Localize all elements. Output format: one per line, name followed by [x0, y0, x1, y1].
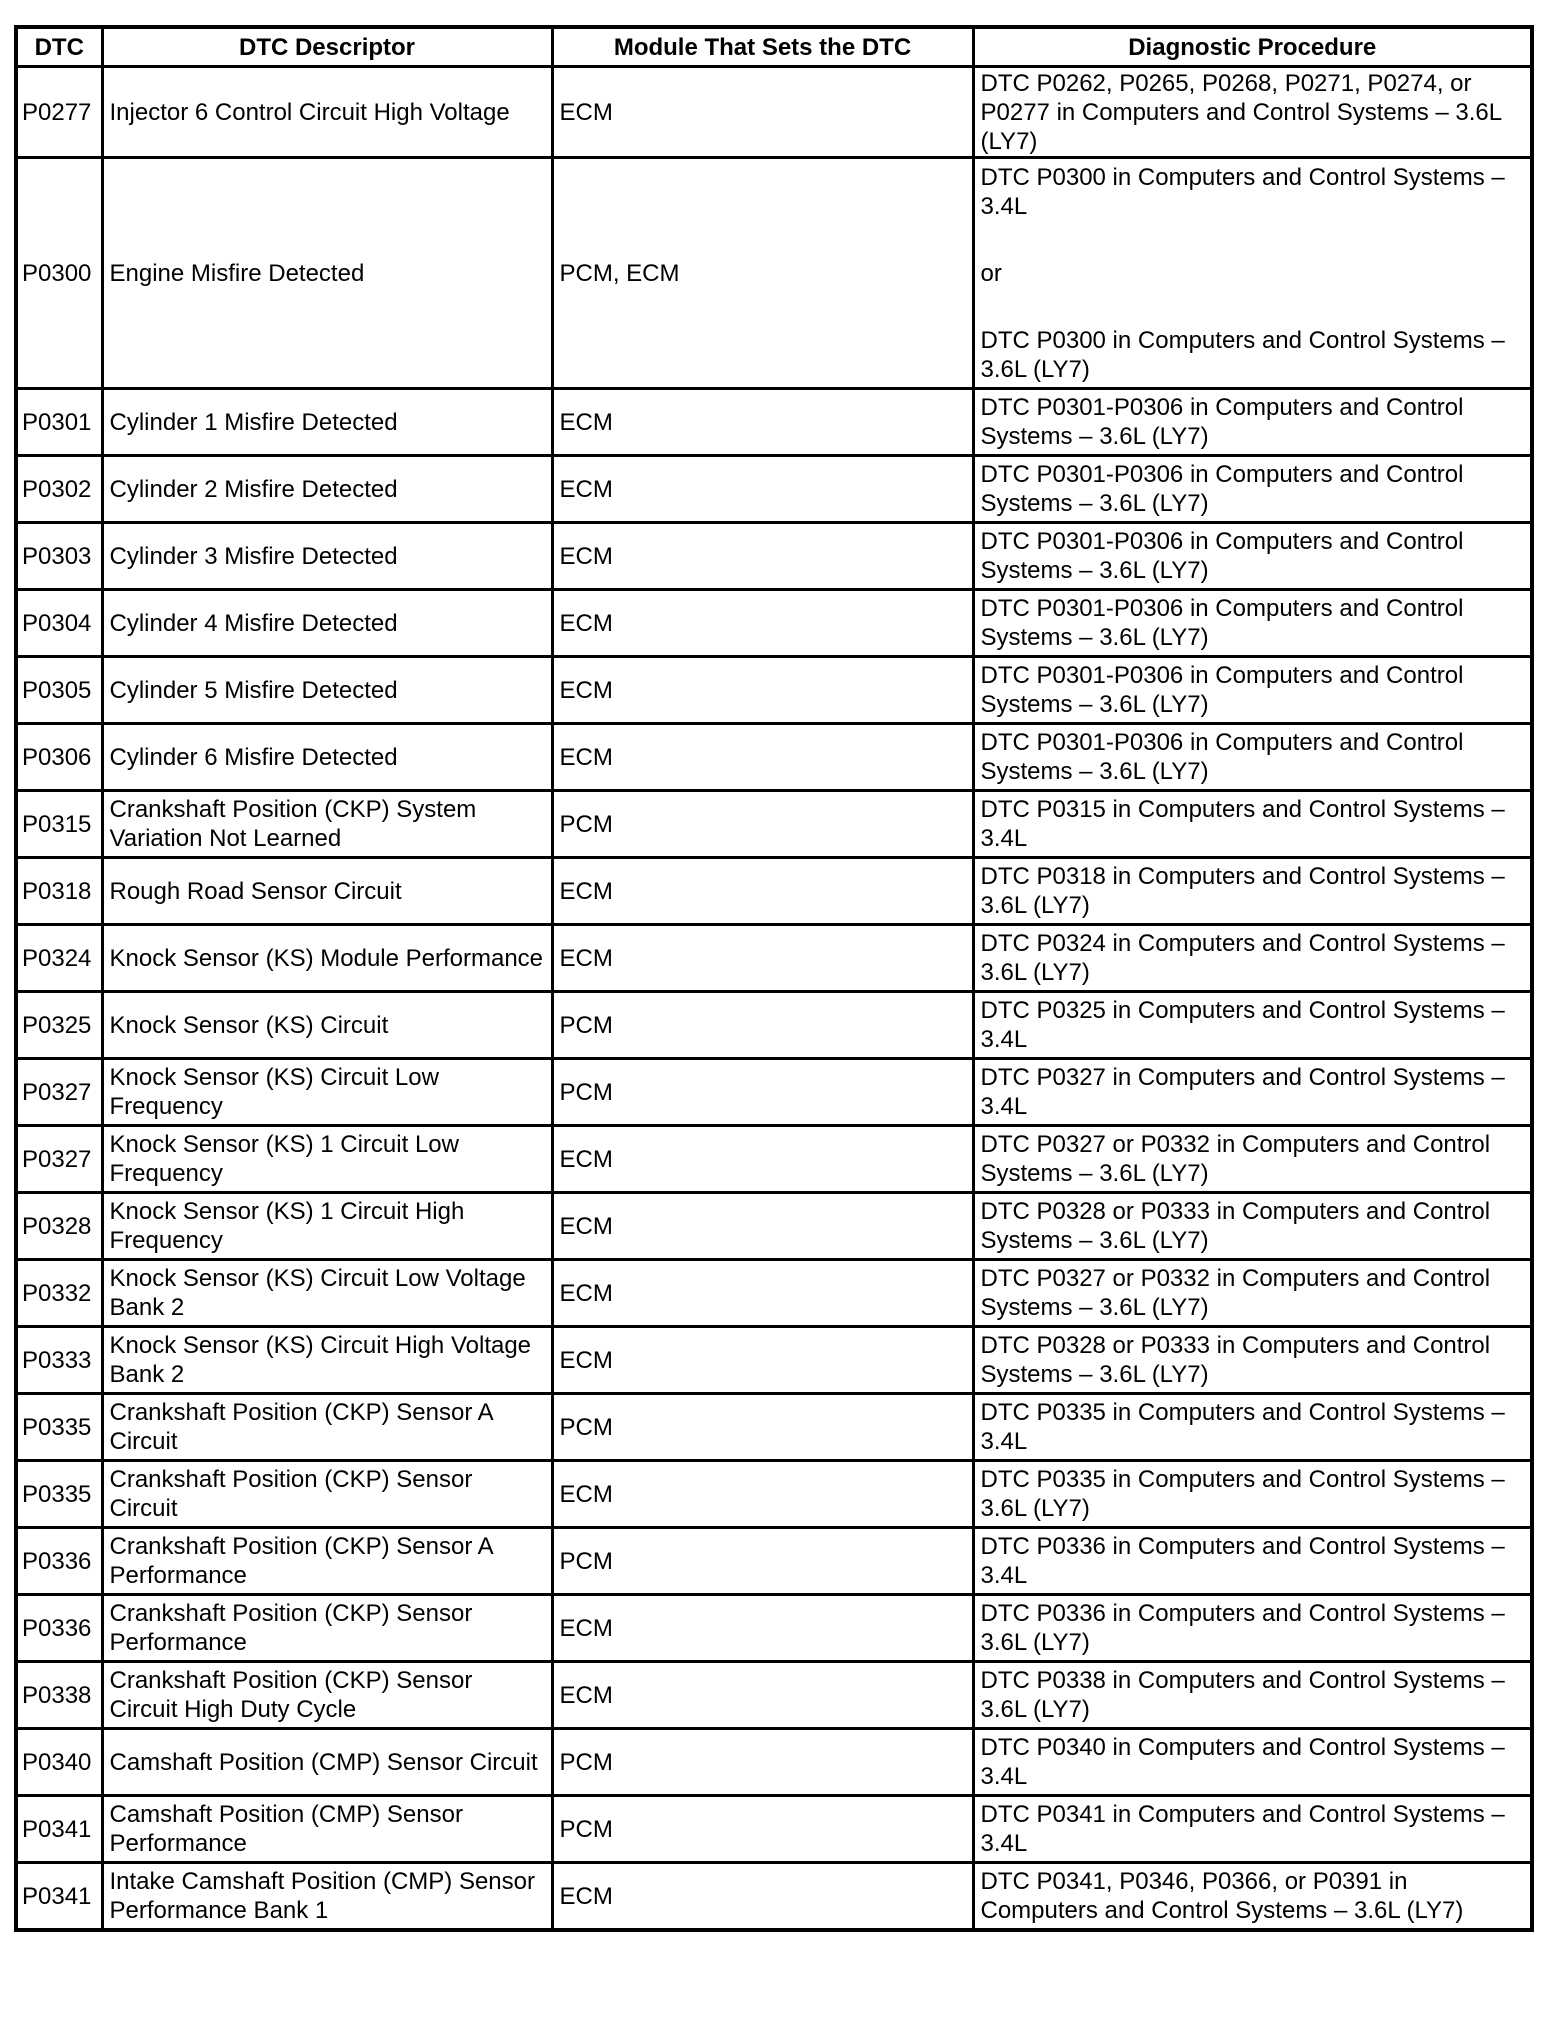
dtc-procedure-cell — [973, 925, 1532, 992]
dtc-module-cell: PCM — [552, 992, 973, 1059]
dtc-procedure-cell — [973, 1327, 1532, 1394]
dtc-procedure-cell — [973, 724, 1532, 791]
table-row — [16, 791, 1532, 858]
procedure-link-text: DTC P0327 in Computers and Control Systems – 3.4L — [980, 1064, 1505, 1120]
dtc-code-cell: P0300 — [16, 158, 102, 389]
dtc-procedure-cell — [973, 1863, 1532, 1931]
dtc-module-cell: ECM — [552, 590, 973, 657]
procedure-link-text: DTC P0301-P0306 in Computers and Control Systems – 3.6L (LY7) — [980, 595, 1464, 651]
dtc-procedure-cell — [973, 1796, 1532, 1863]
dtc-procedure-cell — [973, 158, 1532, 389]
procedure-link-text: DTC P0324 in Computers and Control Systems – 3.6L (LY7) — [980, 930, 1505, 986]
dtc-descriptor-cell: Knock Sensor (KS) Circuit Low Frequency — [102, 1059, 552, 1126]
procedure-link-text: DTC P0328 or P0333 in Computers and Control Systems – 3.6L (LY7) — [980, 1332, 1491, 1388]
table-row — [16, 523, 1532, 590]
procedure-link-text: DTC P0315 in Computers and Control Systems – 3.4L — [980, 796, 1505, 852]
procedure-link-text: DTC P0335 in Computers and Control Systems – 3.4L — [980, 1399, 1505, 1455]
dtc-code-cell: P0301 — [16, 389, 102, 456]
dtc-module-cell: PCM — [552, 791, 973, 858]
header-row — [16, 27, 1532, 67]
table-row — [16, 1796, 1532, 1863]
table-row — [16, 1260, 1532, 1327]
dtc-code-cell: P0340 — [16, 1729, 102, 1796]
procedure-link-text: DTC P0336 in Computers and Control Systems – 3.6L (LY7) — [980, 1600, 1505, 1656]
procedure-link-text: DTC P0301-P0306 in Computers and Control Systems – 3.6L (LY7) — [980, 528, 1464, 584]
dtc-procedure-cell — [973, 657, 1532, 724]
dtc-code-cell: P0318 — [16, 858, 102, 925]
procedure-link-text: DTC P0301-P0306 in Computers and Control Systems – 3.6L (LY7) — [980, 662, 1464, 718]
table-row — [16, 1327, 1532, 1394]
dtc-procedure-cell — [973, 1126, 1532, 1193]
dtc-descriptor-cell: Knock Sensor (KS) 1 Circuit Low Frequency — [102, 1126, 552, 1193]
dtc-procedure-cell — [973, 791, 1532, 858]
dtc-descriptor-cell: Knock Sensor (KS) Module Performance — [102, 925, 552, 992]
procedure-link-text: DTC P0301-P0306 in Computers and Control Systems – 3.6L (LY7) — [980, 729, 1464, 785]
header-procedure: Diagnostic Procedure — [973, 27, 1532, 67]
table-row — [16, 1662, 1532, 1729]
dtc-code-cell: P0341 — [16, 1796, 102, 1863]
dtc-module-cell: ECM — [552, 523, 973, 590]
dtc-code-cell: P0325 — [16, 992, 102, 1059]
dtc-code-cell: P0333 — [16, 1327, 102, 1394]
dtc-descriptor-cell: Crankshaft Position (CKP) Sensor A Circuit — [102, 1394, 552, 1461]
dtc-procedure-cell — [973, 67, 1532, 158]
dtc-module-cell: ECM — [552, 1126, 973, 1193]
dtc-descriptor-cell: Crankshaft Position (CKP) Sensor Circuit High Duty Cycle — [102, 1662, 552, 1729]
dtc-procedure-cell — [973, 1528, 1532, 1595]
dtc-code-cell: P0303 — [16, 523, 102, 590]
dtc-descriptor-cell: Crankshaft Position (CKP) System Variation Not Learned — [102, 791, 552, 858]
dtc-descriptor-cell: Cylinder 4 Misfire Detected — [102, 590, 552, 657]
table-row — [16, 67, 1532, 158]
dtc-descriptor-cell: Intake Camshaft Position (CMP) Sensor Performance Bank 1 — [102, 1863, 552, 1931]
dtc-descriptor-cell: Knock Sensor (KS) 1 Circuit High Frequency — [102, 1193, 552, 1260]
procedure-link-text: DTC P0335 in Computers and Control Systems – 3.6L (LY7) — [980, 1466, 1505, 1522]
dtc-module-cell: PCM — [552, 1528, 973, 1595]
dtc-module-cell: ECM — [552, 858, 973, 925]
table-row — [16, 590, 1532, 657]
dtc-module-cell: ECM — [552, 1863, 973, 1931]
dtc-code-cell: P0335 — [16, 1394, 102, 1461]
dtc-table — [14, 25, 1534, 1932]
table-row — [16, 925, 1532, 992]
procedure-link-text: DTC P0336 in Computers and Control Systems – 3.4L — [980, 1533, 1505, 1589]
dtc-code-cell: P0305 — [16, 657, 102, 724]
dtc-code-cell: P0306 — [16, 724, 102, 791]
procedure-link-text: DTC P0325 in Computers and Control Systems – 3.4L — [980, 997, 1505, 1053]
dtc-module-cell: ECM — [552, 724, 973, 791]
dtc-descriptor-cell: Cylinder 1 Misfire Detected — [102, 389, 552, 456]
procedure-link-text: DTC P0340 in Computers and Control Systems – 3.4L — [980, 1734, 1505, 1790]
procedure-link-text: DTC P0328 or P0333 in Computers and Control Systems – 3.6L (LY7) — [980, 1198, 1491, 1254]
dtc-descriptor-cell: Knock Sensor (KS) Circuit — [102, 992, 552, 1059]
dtc-module-cell: PCM, ECM — [552, 158, 973, 389]
dtc-descriptor-cell: Knock Sensor (KS) Circuit High Voltage Bank 2 — [102, 1327, 552, 1394]
dtc-procedure-cell — [973, 1260, 1532, 1327]
dtc-descriptor-cell: Crankshaft Position (CKP) Sensor Performance — [102, 1595, 552, 1662]
table-row — [16, 389, 1532, 456]
dtc-procedure-cell — [973, 1193, 1532, 1260]
procedure-link-text: or — [980, 259, 1002, 287]
procedure-link-text: DTC P0300 in Computers and Control Systems – 3.6L (LY7) — [980, 326, 1505, 383]
dtc-code-cell: P0335 — [16, 1461, 102, 1528]
dtc-module-cell: ECM — [552, 925, 973, 992]
table-row — [16, 992, 1532, 1059]
dtc-procedure-cell — [973, 590, 1532, 657]
dtc-descriptor-cell: Knock Sensor (KS) Circuit Low Voltage Bank 2 — [102, 1260, 552, 1327]
procedure-link-text: DTC P0341 in Computers and Control Systems – 3.4L — [980, 1801, 1505, 1857]
table-row — [16, 1595, 1532, 1662]
table-row — [16, 1863, 1532, 1931]
header-descriptor: DTC Descriptor — [102, 27, 552, 67]
dtc-procedure-cell — [973, 389, 1532, 456]
dtc-descriptor-cell: Camshaft Position (CMP) Sensor Circuit — [102, 1729, 552, 1796]
table-row — [16, 1461, 1532, 1528]
table-row — [16, 1126, 1532, 1193]
dtc-code-cell: P0341 — [16, 1863, 102, 1931]
dtc-code-cell: P0328 — [16, 1193, 102, 1260]
dtc-code-cell: P0338 — [16, 1662, 102, 1729]
dtc-descriptor-cell: Cylinder 6 Misfire Detected — [102, 724, 552, 791]
header-dtc: DTC — [16, 27, 102, 67]
dtc-module-cell: ECM — [552, 1260, 973, 1327]
dtc-procedure-cell — [973, 1595, 1532, 1662]
procedure-link-text: DTC P0300 in Computers and Control Systems – 3.4L — [980, 163, 1505, 220]
dtc-module-cell: PCM — [552, 1796, 973, 1863]
procedure-link-text: DTC P0301-P0306 in Computers and Control Systems – 3.6L (LY7) — [980, 394, 1464, 450]
procedure-link-text: DTC P0301-P0306 in Computers and Control Systems – 3.6L (LY7) — [980, 461, 1464, 517]
table-row — [16, 1729, 1532, 1796]
table-row — [16, 1059, 1532, 1126]
dtc-module-cell: PCM — [552, 1394, 973, 1461]
dtc-descriptor-cell: Crankshaft Position (CKP) Sensor Circuit — [102, 1461, 552, 1528]
dtc-procedure-cell — [973, 456, 1532, 523]
table-row — [16, 1528, 1532, 1595]
dtc-procedure-cell — [973, 523, 1532, 590]
dtc-descriptor-cell: Cylinder 2 Misfire Detected — [102, 456, 552, 523]
dtc-code-cell: P0302 — [16, 456, 102, 523]
dtc-module-cell: ECM — [552, 456, 973, 523]
dtc-descriptor-cell: Camshaft Position (CMP) Sensor Performance — [102, 1796, 552, 1863]
dtc-module-cell: ECM — [552, 657, 973, 724]
table-row — [16, 158, 1532, 389]
procedure-link-text: DTC P0338 in Computers and Control Systems – 3.6L (LY7) — [980, 1667, 1505, 1723]
dtc-code-cell: P0336 — [16, 1595, 102, 1662]
dtc-code-cell: P0304 — [16, 590, 102, 657]
dtc-procedure-cell — [973, 1394, 1532, 1461]
dtc-descriptor-cell: Cylinder 5 Misfire Detected — [102, 657, 552, 724]
dtc-module-cell: ECM — [552, 1461, 973, 1528]
table-body — [16, 67, 1532, 1931]
dtc-module-cell: PCM — [552, 1729, 973, 1796]
dtc-procedure-cell — [973, 992, 1532, 1059]
dtc-module-cell: ECM — [552, 1595, 973, 1662]
procedure-spacer — [981, 221, 1525, 259]
dtc-descriptor-cell: Injector 6 Control Circuit High Voltage — [102, 67, 552, 158]
procedure-link-text: DTC P0341, P0346, P0366, or P0391 in Computers and Control Systems – 3.6L (LY7) — [980, 1868, 1464, 1924]
dtc-code-cell: P0277 — [16, 67, 102, 158]
dtc-procedure-cell — [973, 858, 1532, 925]
dtc-procedure-cell — [973, 1059, 1532, 1126]
dtc-code-cell: P0324 — [16, 925, 102, 992]
dtc-module-cell: ECM — [552, 1662, 973, 1729]
dtc-module-cell: PCM — [552, 1059, 973, 1126]
procedure-link-text: DTC P0318 in Computers and Control Systems – 3.6L (LY7) — [980, 863, 1505, 919]
dtc-code-cell: P0336 — [16, 1528, 102, 1595]
dtc-module-cell: ECM — [552, 389, 973, 456]
procedure-link-text: DTC P0327 or P0332 in Computers and Control Systems – 3.6L (LY7) — [980, 1131, 1491, 1187]
table-row — [16, 1193, 1532, 1260]
table-row — [16, 657, 1532, 724]
table-row — [16, 1394, 1532, 1461]
header-module: Module That Sets the DTC — [552, 27, 973, 67]
table-row — [16, 456, 1532, 523]
dtc-module-cell: ECM — [552, 67, 973, 158]
table-row — [16, 724, 1532, 791]
dtc-module-cell: ECM — [552, 1327, 973, 1394]
dtc-descriptor-cell: Rough Road Sensor Circuit — [102, 858, 552, 925]
dtc-code-cell: P0332 — [16, 1260, 102, 1327]
dtc-procedure-cell — [973, 1461, 1532, 1528]
dtc-code-cell: P0315 — [16, 791, 102, 858]
dtc-descriptor-cell: Crankshaft Position (CKP) Sensor A Performance — [102, 1528, 552, 1595]
procedure-spacer — [981, 288, 1525, 326]
dtc-code-cell: P0327 — [16, 1059, 102, 1126]
table-row — [16, 858, 1532, 925]
dtc-descriptor-cell: Engine Misfire Detected — [102, 158, 552, 389]
procedure-link-text: DTC P0327 or P0332 in Computers and Control Systems – 3.6L (LY7) — [980, 1265, 1491, 1321]
dtc-procedure-cell — [973, 1662, 1532, 1729]
procedure-link-text: DTC P0262, P0265, P0268, P0271, P0274, or P0277 in Computers and Control Systems – 3.6L (LY7) — [980, 69, 1502, 155]
dtc-descriptor-cell: Cylinder 3 Misfire Detected — [102, 523, 552, 590]
dtc-module-cell: ECM — [552, 1193, 973, 1260]
dtc-procedure-cell — [973, 1729, 1532, 1796]
dtc-code-cell: P0327 — [16, 1126, 102, 1193]
